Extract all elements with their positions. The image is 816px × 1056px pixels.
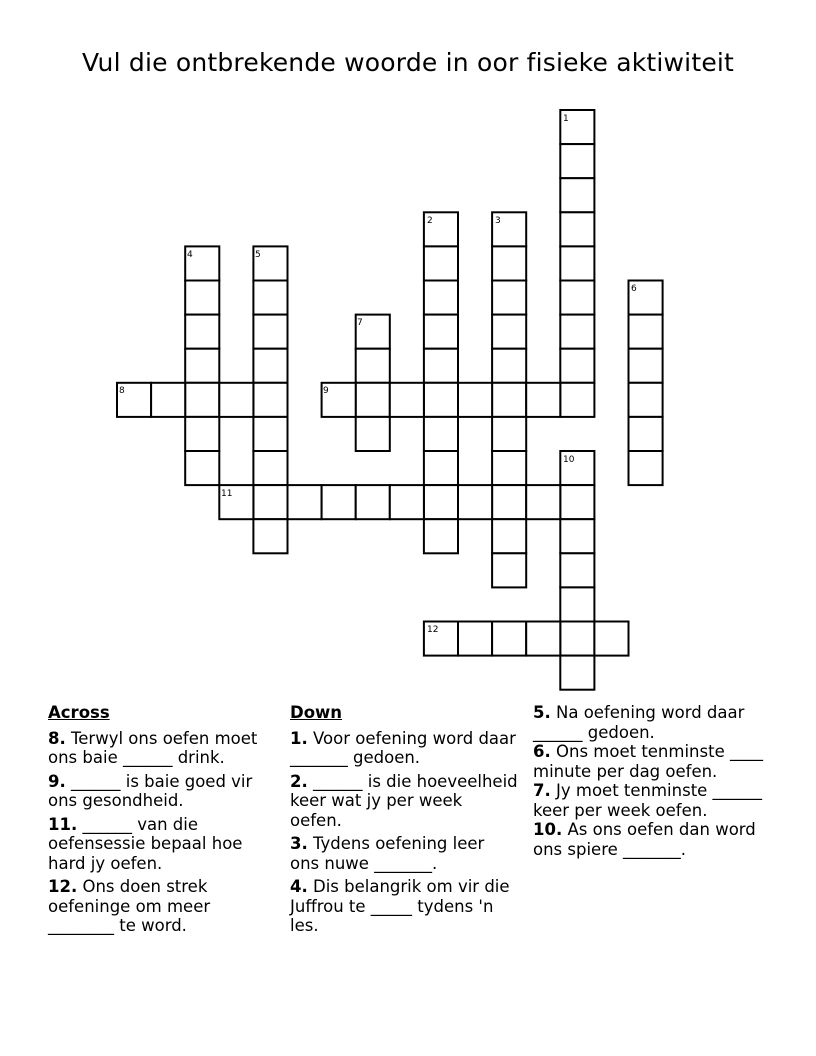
grid-cell[interactable]	[253, 519, 287, 553]
clue-number: 8.	[48, 728, 66, 748]
clue-number: 10.	[533, 820, 563, 839]
grid-cell[interactable]	[560, 281, 594, 315]
grid-cell[interactable]	[424, 315, 458, 349]
clue-down-5	[533, 703, 773, 742]
grid-cell[interactable]	[594, 622, 628, 656]
grid-cell[interactable]	[424, 519, 458, 553]
clue-number: 6.	[533, 742, 551, 761]
clue-down-2	[290, 772, 518, 831]
grid-number-2: 2	[427, 216, 433, 226]
grid-cell[interactable]	[560, 212, 594, 246]
grid-cell[interactable]	[185, 451, 219, 485]
grid-cell[interactable]	[492, 315, 526, 349]
grid-cell[interactable]	[492, 349, 526, 383]
grid-cell[interactable]	[560, 383, 594, 417]
grid-cell[interactable]	[560, 246, 594, 280]
grid-cell[interactable]	[253, 417, 287, 451]
grid-cell[interactable]	[492, 246, 526, 280]
grid-number-11: 11	[221, 489, 233, 499]
clue-number: 3.	[290, 834, 308, 853]
clue-number: 11.	[48, 814, 78, 834]
across-heading: Across	[48, 703, 110, 722]
clue-down-3	[290, 834, 518, 873]
grid-cell[interactable]	[424, 383, 458, 417]
clue-down-1	[290, 729, 518, 768]
grid-cell[interactable]	[185, 281, 219, 315]
grid-cell[interactable]	[356, 349, 390, 383]
grid-cell[interactable]	[185, 349, 219, 383]
grid-cell[interactable]	[629, 451, 663, 485]
grid-number-7: 7	[357, 318, 363, 328]
grid-cell[interactable]	[253, 485, 287, 519]
grid-cell[interactable]	[629, 349, 663, 383]
down-clues	[290, 703, 518, 940]
grid-cell[interactable]	[219, 383, 253, 417]
clue-across-11	[48, 815, 278, 874]
grid-number-5: 5	[255, 250, 261, 260]
clue-text: Na oefening word daar ______ gedoen.	[533, 703, 745, 742]
grid-cell[interactable]	[356, 417, 390, 451]
clue-text: ______ is baie goed vir ons gesondheid.	[48, 771, 253, 810]
down-clues-continued	[533, 703, 773, 859]
grid-cell[interactable]	[185, 417, 219, 451]
clue-text: Jy moet tenminste ______ keer per week oefen.	[533, 781, 763, 820]
grid-cell[interactable]	[526, 485, 560, 519]
grid-cell[interactable]	[629, 383, 663, 417]
grid-number-4: 4	[187, 250, 193, 260]
grid-cell[interactable]	[560, 622, 594, 656]
clue-text: ______ is die hoeveelheid keer wat jy per week oefen.	[290, 771, 518, 830]
grid-cell[interactable]	[185, 383, 219, 417]
grid-cell[interactable]	[253, 315, 287, 349]
page-title: Vul die ontbrekende woorde in oor fisieke aktiwiteit	[81, 48, 735, 77]
clue-text: Ons doen strek oefeninge om meer ________ te word.	[48, 877, 211, 935]
clue-number: 12.	[48, 877, 78, 896]
grid-cell[interactable]	[560, 485, 594, 519]
grid-number-8: 8	[119, 386, 125, 396]
grid-cell[interactable]	[526, 622, 560, 656]
across-clues	[48, 703, 278, 940]
grid-cell[interactable]	[424, 417, 458, 451]
clue-number: 2.	[290, 771, 308, 791]
clue-text: ______ van die oefensessie bepaal hoe hard jy oefen.	[48, 814, 243, 873]
grid-cell[interactable]	[458, 622, 492, 656]
clue-text: Dis belangrik om vir die Juffrou te _____ tydens 'n les.	[290, 877, 510, 935]
clue-number: 7.	[533, 781, 551, 800]
grid-number-6: 6	[631, 284, 637, 294]
clue-down-6	[533, 742, 773, 781]
grid-number-9: 9	[323, 386, 329, 396]
grid-cell[interactable]	[253, 349, 287, 383]
clue-down-4	[290, 877, 518, 936]
grid-cell[interactable]	[458, 485, 492, 519]
clue-number: 4.	[290, 877, 308, 896]
grid-cell[interactable]	[458, 383, 492, 417]
grid-cell[interactable]	[322, 485, 356, 519]
grid-cell[interactable]	[185, 315, 219, 349]
clue-number: 1.	[290, 728, 308, 748]
grid-cell[interactable]	[629, 417, 663, 451]
grid-cell[interactable]	[492, 519, 526, 553]
grid-cell[interactable]	[288, 485, 322, 519]
clue-number: 5.	[533, 703, 551, 722]
grid-cell[interactable]	[253, 281, 287, 315]
grid-cell[interactable]	[560, 553, 594, 587]
clue-across-8	[48, 729, 278, 768]
clue-text: Voor oefening word daar _______ gedoen.	[290, 728, 516, 767]
grid-cell[interactable]	[424, 349, 458, 383]
crossword-cells	[117, 110, 663, 690]
clue-text: Tydens oefening leer ons nuwe _______.	[290, 834, 485, 873]
grid-cell[interactable]	[390, 485, 424, 519]
grid-cell[interactable]	[424, 485, 458, 519]
grid-cell[interactable]	[492, 485, 526, 519]
grid-cell[interactable]	[560, 349, 594, 383]
clue-across-12	[48, 877, 278, 936]
grid-cell[interactable]	[151, 383, 185, 417]
clue-text: Terwyl ons oefen moet ons baie ______ drink.	[48, 728, 258, 767]
grid-cell[interactable]	[560, 587, 594, 621]
grid-cell[interactable]	[424, 451, 458, 485]
clue-down-7	[533, 781, 773, 820]
grid-cell[interactable]	[560, 178, 594, 212]
grid-cell[interactable]	[356, 485, 390, 519]
clue-down-10	[533, 820, 773, 859]
grid-number-10: 10	[563, 455, 575, 465]
grid-cell[interactable]	[253, 383, 287, 417]
clue-number: 9.	[48, 771, 66, 791]
grid-cell[interactable]	[492, 451, 526, 485]
grid-number-12: 12	[427, 625, 439, 635]
grid-cell[interactable]	[629, 315, 663, 349]
grid-cell[interactable]	[356, 383, 390, 417]
grid-cell[interactable]	[526, 383, 560, 417]
grid-cell[interactable]	[492, 417, 526, 451]
grid-cell[interactable]	[492, 622, 526, 656]
grid-cell[interactable]	[424, 281, 458, 315]
clue-across-9	[48, 772, 278, 811]
grid-cell[interactable]	[424, 246, 458, 280]
clue-text: Ons moet tenminste ____ minute per dag oefen.	[533, 742, 763, 781]
grid-cell[interactable]	[253, 451, 287, 485]
grid-cell[interactable]	[492, 383, 526, 417]
clue-text: As ons oefen dan word ons spiere _______.	[533, 820, 756, 859]
grid-cell[interactable]	[390, 383, 424, 417]
grid-cell[interactable]	[492, 281, 526, 315]
grid-number-3: 3	[495, 216, 501, 226]
grid-cell[interactable]	[492, 553, 526, 587]
grid-cell[interactable]	[560, 315, 594, 349]
grid-cell[interactable]	[560, 656, 594, 690]
grid-cell[interactable]	[560, 144, 594, 178]
grid-number-1: 1	[563, 114, 569, 124]
down-heading: Down	[290, 703, 343, 722]
grid-cell[interactable]	[560, 519, 594, 553]
